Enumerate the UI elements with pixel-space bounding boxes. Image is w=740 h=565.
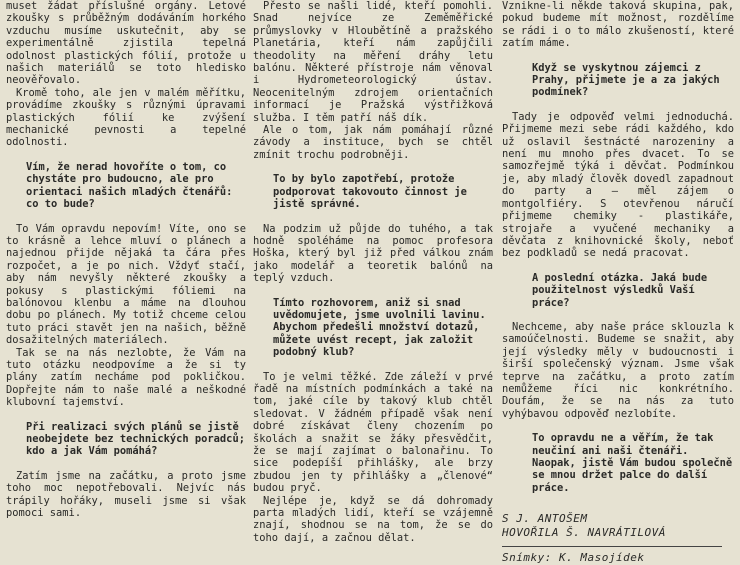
interview-question: Vím, že nerad hovoříte o tom, co chystáte pro budoucno, ale pro orientaci našich mladých čtenářů: co to bude? — [26, 160, 233, 211]
interview-question: To opravdu ne a věřím, že tak neučiní ani naši čtenáři. Naopak, jistě Vám budou společně se mnou držet palce do další práce. — [532, 432, 733, 494]
photo-credit: Snímky: K. Masojídek — [502, 551, 645, 565]
interview-question: Při realizaci svých plánů se jistě neobejdete bez technických poradců; kdo a jak Vám pomáhá? — [26, 420, 245, 458]
author-credit: HOVOŘILA Š. NAVRÁTILOVÁ — [502, 526, 666, 540]
interview-question: A poslední otázka. Jaká bude použitelnost výsledků Vaší práce? — [532, 271, 708, 309]
paragraph: Přesto se našli lidé, kteří pomohli. Snad nejvíce ze Zeměměřické průmyslovky v Hloubětíně a pražského Planetária, kteří nám zapůjčili theodolity na měření dráhy letu balónu. Některé přístroje nám věnoval i Hydrometeorologický ústav. Neocenitelným zdrojem orientačních informací je Pražská výstřižková služba. I těm patří náš dík. — [253, 0, 493, 124]
interview-question: Tímto rozhovorem, aniž si snad uvědomujete, jsme uvolnili lavinu. Abychom předešli množství dotazů, můžete uvést recept, jak založit podobný klub? — [273, 296, 486, 359]
paragraph: Nejlépe je, když se dá dohromady parta mladých lidí, kteří se vzájemně znají, shodnou se na tom, že se do toho dají, a začnou dělat. — [253, 494, 493, 544]
author-credit: S J. ANTOŠEM — [502, 512, 588, 526]
paragraph: To Vám opravdu nepovím! Víte, ono se to krásně a lehce mluví o plánech a najednou přijde nějaká ta čára přes rozpočet, a je po nich. Vždyť stačí, aby nám nevyšly některé zkoušky a pokusy s plastickými fóliemi na balónovou klenbu a máme na dlouhou dobu po plánech. My totiž chceme celou tuto práci stavět jen na našich, běžně dosažitelných materiálech. — [6, 222, 246, 347]
interview-question: Když se vyskytnou zájemci z Prahy, přijmete je a za jakých podmínek? — [532, 61, 720, 99]
paragraph: Na podzim už půjde do tuhého, a tak hodně spoléháme na pomoc profesora Hoška, který byl již před válkou znám jako modelář a teoretik balónů na teplý vzduch. — [253, 222, 493, 285]
paragraph: Ale o tom, jak nám pomáhají různé závody a instituce, bych se chtěl zmínit trochu podrobněji. — [253, 124, 493, 161]
paragraph: Tak se na nás nezlobte, že Vám na tuto otázku neodpovíme a že si ty plány zatím necháme pod pokličkou. Dopřejte nám to naše malé a neškodné klubovní tajemství. — [6, 346, 246, 409]
divider — [502, 546, 722, 547]
paragraph: Kromě toho, ale jen v malém měřítku, provádíme zkoušky s různými úpravami plastických fólií ke zvýšení mechanické pevnosti a tepelné odolnosti. — [6, 86, 246, 149]
paragraph: muset žádat příslušné orgány. Letové zkoušky s průběžným dodáváním horkého vzduchu musíme uskutečnit, aby se experimentálně zjistila tepelná odolnost plastických fólií, protože u našich materiálů se toto hledisko neověřovalo. — [6, 0, 246, 87]
column-3 — [502, 0, 734, 565]
paragraph: Zatím jsme na začátku, a proto jsme toho moc nepotřebovali. Nejvíc nás trápily hořáky, museli jsme si však pomoci sami. — [6, 469, 246, 520]
column-2 — [253, 0, 493, 544]
paragraph: To je velmi těžké. Zde záleží v prvé řadě na místních podmínkách a také na tom, jaké cíle by takový klub chtěl sledovat. V žádném případě však není dobré získávat členy chozením po školách a snažit se žáky přesvědčit, že se mají zajímat o balonařinu. To sice podepíší přihlášky, ale brzy zbudou jen ty přihlášky a „členové“ budou pryč. — [253, 370, 493, 495]
paragraph: Nechceme, aby naše práce sklouzla k samoúčelnosti. Budeme se snažit, aby její výsledky měly v budoucnosti i širší společenský význam. Jsme však teprve na začátku, a proto zatím nemůžeme říci nic konkrétního. Doufám, že se na nás za tuto vyhýbavou odpověď nezlobíte. — [502, 320, 734, 420]
paragraph: Vznikne-li někde taková skupina, pak, pokud budeme mít možnost, rozdělíme se rádi i o to málo zkušeností, které zatím máme. — [502, 0, 734, 50]
interview-question: To by bylo zapotřebí, protože podporovat takovouto činnost je jistě správné. — [273, 173, 467, 211]
column-1 — [6, 0, 246, 519]
paragraph: Tady je odpověď velmi jednoduchá. Přijmeme mezi sebe rádi každého, kdo už oslavil šestnácté narozeniny a není mu mnoho přes dvacet. To se samozřejmě týká i děvčat. Podmínkou je, aby mladý člověk dovedl zapadnout do party a — měl zájem o montgolfiéry. S otevřenou náručí přijmeme chemiky - plastikáře, strojaře a vyučené mechaniky a děvčata z knihovnické školy, neboť bez podkladů se nedá pracovat. — [502, 110, 734, 260]
